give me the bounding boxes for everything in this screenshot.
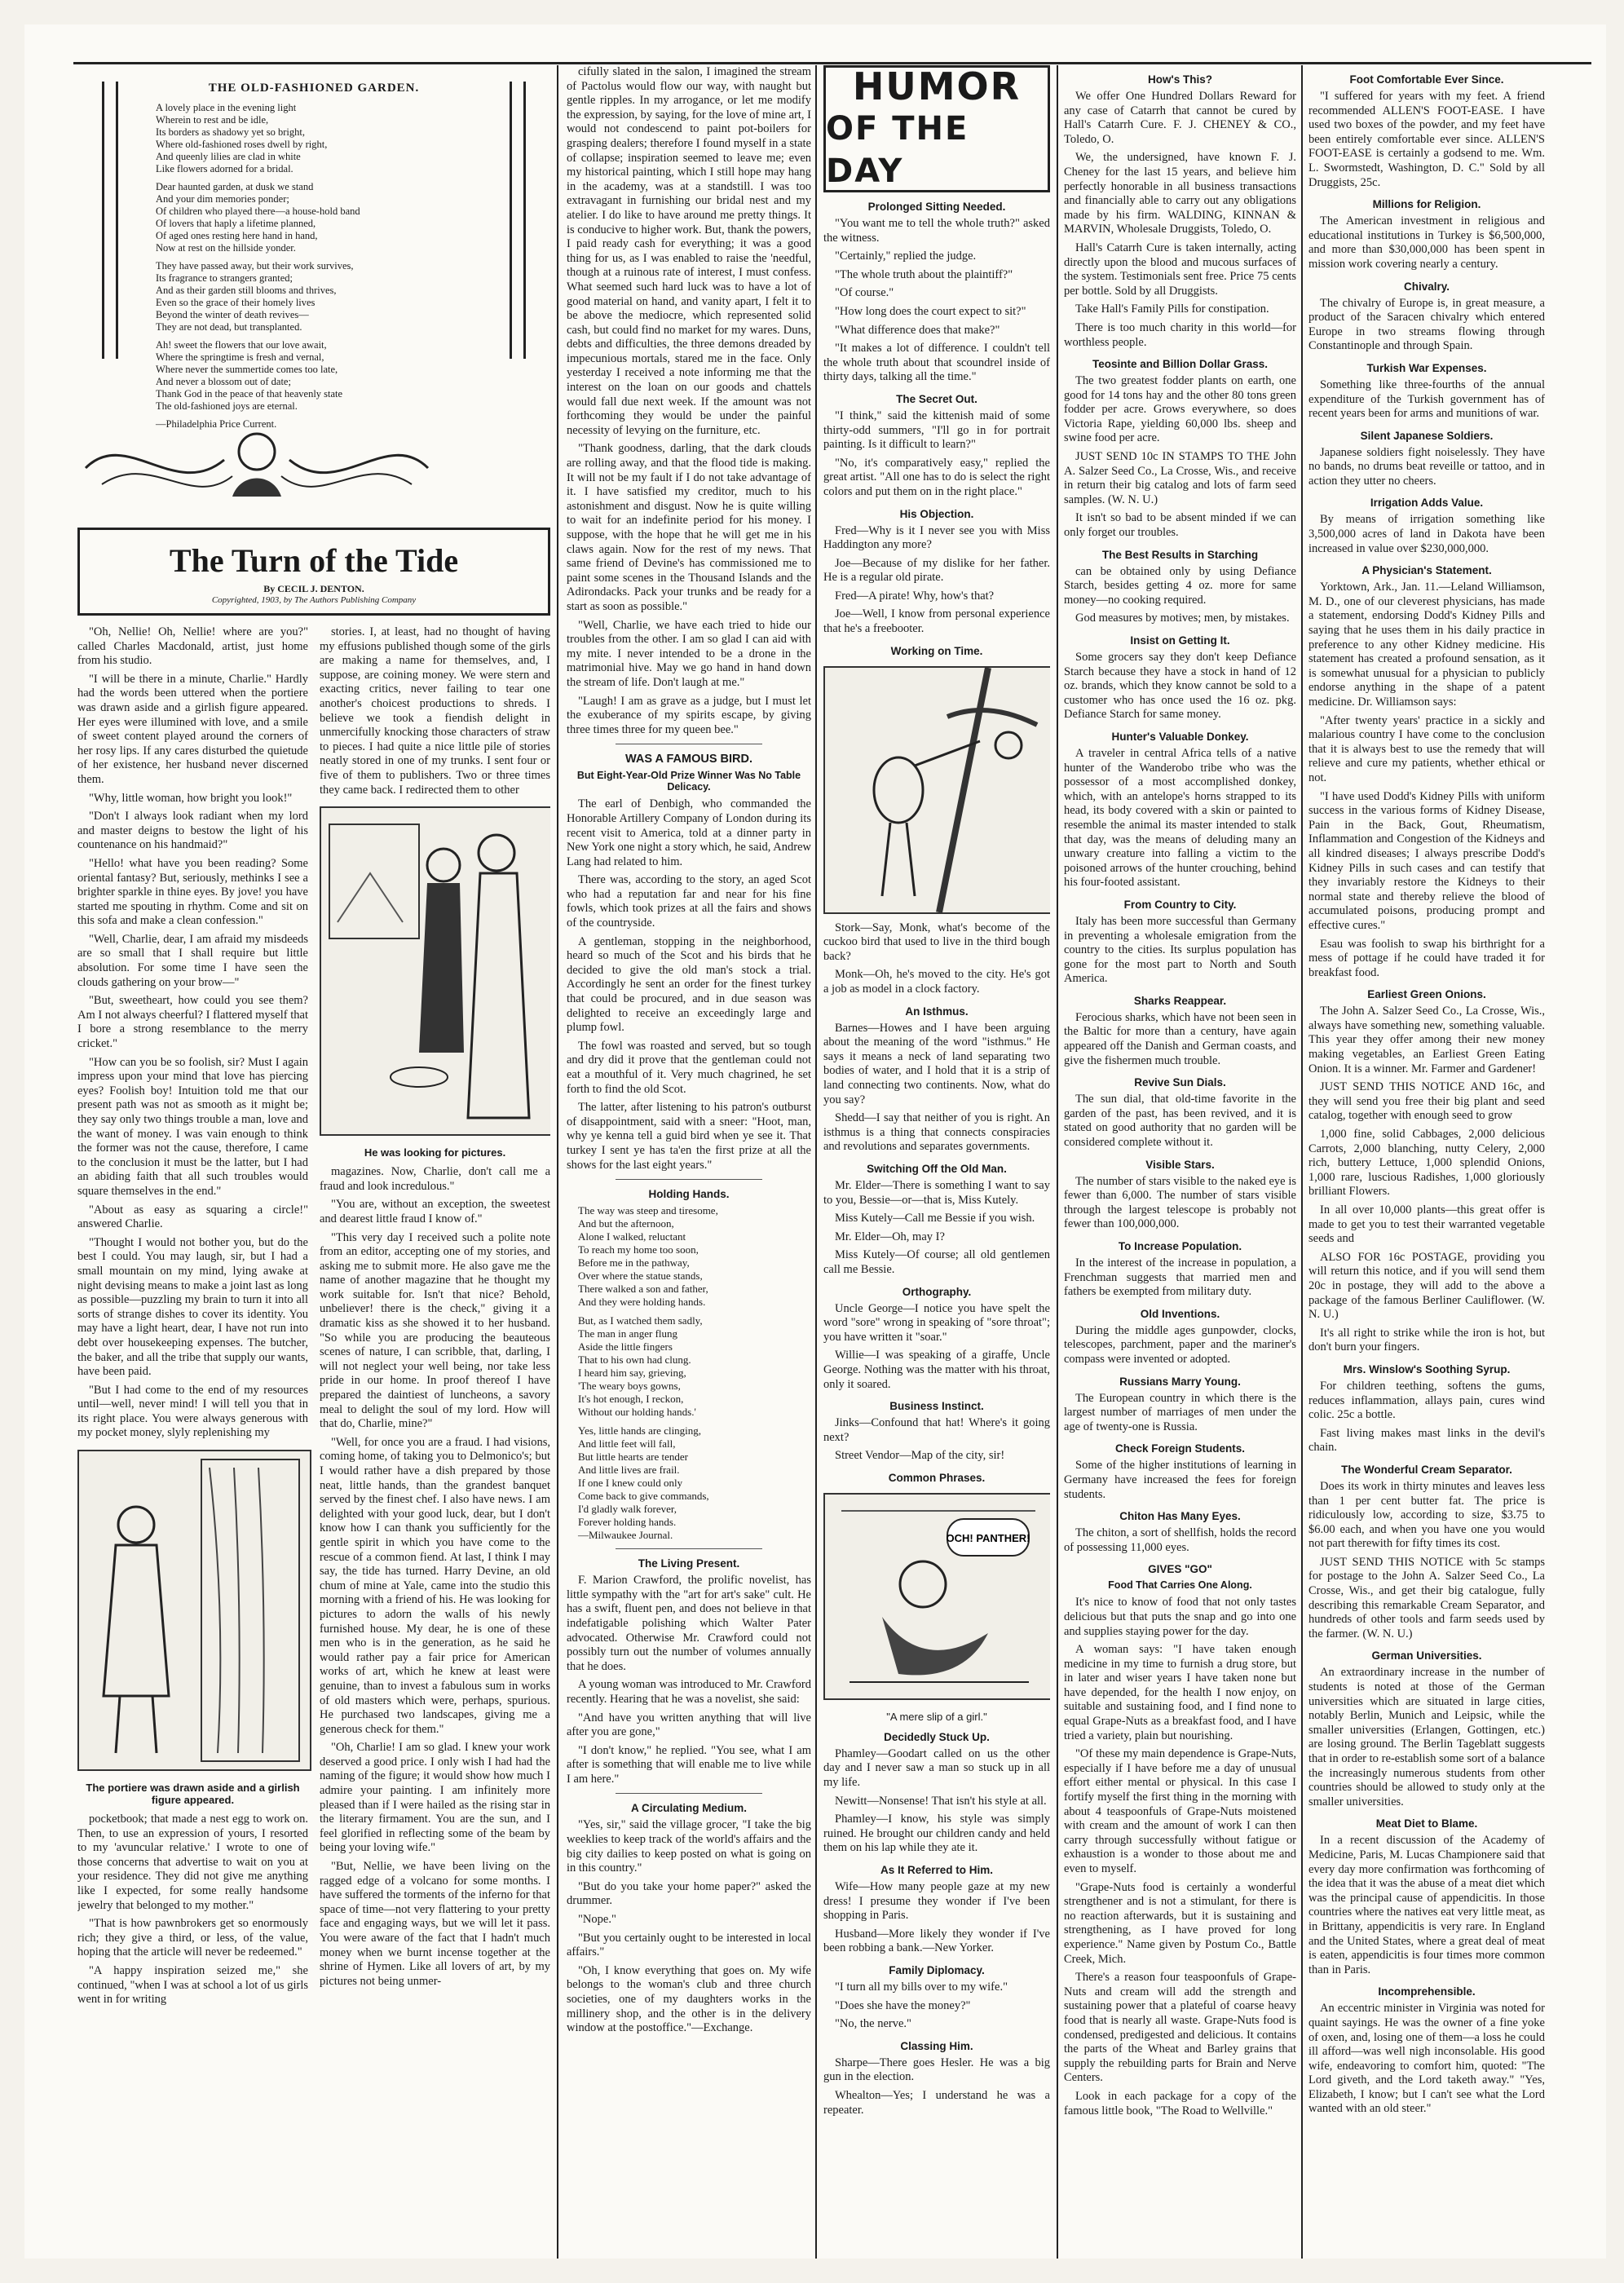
paragraph: During the middle ages gunpowder, clocks, telescopes, parchment, paper and the mariner's compass were invented or adopted.	[1064, 1323, 1296, 1366]
poem-line: The man in anger flung	[578, 1327, 678, 1340]
poem-frame	[86, 65, 542, 430]
paragraph: The American investment in religious and educational institutions in Turkey is $6,500,000, and more than $30,000,000 has been spent in mission work covering nearly a century.	[1308, 214, 1545, 271]
news-heading: The Wonderful Cream Separator.	[1341, 1463, 1512, 1476]
paragraph: Does its work in thirty minutes and leaves less than 1 per cent butter fat. The price is ridiculously low, according to size, $3.75 to $6.00 each, and when you have one you would not part therewith for fifty times its cost.	[1308, 1479, 1545, 1551]
story-paragraph: "But I had come to the end of my resources until—well, never mind! I will tell you that in its right place. You were always generous with my pocket money, slyly replenishing my	[77, 1383, 308, 1440]
poem-line: Before me in the pathway,	[578, 1256, 690, 1270]
paragraph: "Grape-Nuts food is certainly a wonderful strengthener and is not a stimulant, for there is no reaction afterwards, but it is sustaining and strengthening, as I have proved for long experience." Name given by Postum Co., Battle Creek, Mich.	[1064, 1880, 1296, 1966]
separator	[616, 1793, 762, 1794]
poem-line: Dear haunted garden, at dusk we stand	[156, 181, 314, 192]
famous-bird-subheading: But Eight-Year-Old Prize Winner Was No Table Delicacy.	[576, 770, 801, 793]
poem-line: Ah! sweet the flowers that our love await,	[156, 339, 327, 351]
story-title: The Turn of the Tide	[169, 542, 459, 579]
poem-line: Aside the little fingers	[578, 1340, 673, 1353]
story-paragraph: stories. I, at least, had no thought of having my effusions published though some of the girls are making a name for themselves, and, I suppose, are coining money. We were stern and exacting critics, never failing to tear one another's choicest productions to shreds. I believe we took a fiendish delight in unmercifully knocking those characters of straw to pieces. I had quite a nice little pile of stories neatly stored in one of my trunks. I sent four or five of them to publishers. Two or three times they came back. I redirected them to other	[320, 625, 550, 797]
paragraph: Fred—Why is it I never see you with Miss Haddington any more?	[823, 523, 1050, 552]
paragraph: Phamley—Goodart called on us the other day and I never saw a man so stuck up in all my life.	[823, 1746, 1050, 1790]
story-paragraph: "Oh, Nellie! Oh, Nellie! where are you?" called Charles Macdonald, artist, just home from his studio.	[77, 625, 308, 668]
portiere-caption: The portiere was drawn aside and a girlish figure appeared.	[86, 1782, 300, 1807]
paragraph: Some of the higher institutions of learning in Germany have increased the fees for foreign students.	[1064, 1459, 1296, 1501]
news-heading: Chiton Has Many Eyes.	[1119, 1510, 1241, 1523]
paragraph: A gentleman, stopping in the neighborhood, heard so much of the Scot and his birds that he decided to give the old man's stock a trial. Accordingly he sent an order for the finest turkey that could be procured, and in due season was delighted to receive an exceedingly large and plump fowl.	[567, 934, 811, 1035]
story-paragraph: "I will be there in a minute, Charlie." Hardly had the words been uttered when the portiere was drawn aside and a girlish figure appeared. Her eyes were illumined with love, and a smile of sweet content played around the corners of her rosy lips. If any cares disturbed the quietude of her existence, her husband never discerned them.	[77, 672, 308, 786]
poem-line: —Philadelphia Price Current.	[156, 418, 277, 430]
paragraph: Take Hall's Family Pills for constipation.	[1075, 302, 1269, 316]
paragraph: ALSO FOR 16c POSTAGE, providing you will return this notice, and if you will send them 20c in postage, they will add to the above a package of the famous Berliner Cauliflower. (W. N. U.)	[1308, 1250, 1545, 1322]
story-paragraph: "But, sweetheart, how could you see them? Am I not always cheerful? I flattered myself that I bore a strong resemblance to the merry cricket."	[77, 994, 308, 1051]
paragraph: Japanese soldiers fight noiselessly. They have no bands, no drums beat reveille or tattoo, and in action they utter no cheers.	[1308, 445, 1545, 488]
story-paragraph: "A happy inspiration seized me," she continued, "when I was at school a lot of us girls went in for writing	[77, 1964, 308, 2007]
poem-line: Alone I walked, reluctant	[578, 1230, 686, 1243]
paragraph: In the interest of the increase in population, a Frenchman suggests that married men and fathers be exempted from military duty.	[1064, 1256, 1296, 1299]
humor-heading: His Objection.	[899, 507, 974, 520]
poem-line: Its borders as shadowy yet so bright,	[156, 126, 305, 138]
story-paragraph: "Hello! what have you been reading? Some oriental fantasy? But, seriously, methinks I see a brighter sparkle in thine eyes. By jove! you have started me spouting in rhythm. Come and sit on this sofa and make a clean confession."	[77, 856, 308, 928]
slip-cartoon	[823, 1493, 1050, 1700]
story-paragraph: "But, Nellie, we have been living on the ragged edge of a volcano for some months. I have suffered the torments of the inferno for that space of time—not very flattering to your pretty face and engaging ways, but we will let it pass. You were aware of the fact that I hadn't much money when we burnt incense together at the shrine of Hymen. Like all lovers of art, by my pictures not being unmer-	[320, 1860, 550, 1988]
humor-heading: Prolonged Sitting Needed.	[867, 201, 1006, 213]
paragraph: "I turn all my bills over to my wife."	[835, 1981, 1008, 1994]
paragraph: The earl of Denbigh, who commanded the Honorable Artillery Company of London during its recent visit to America, told at a dinner party in New York one night a story which, he said, Andrew Lang had related to him.	[567, 797, 811, 868]
poem-line: Yes, little hands are clinging,	[578, 1424, 702, 1437]
poem-line: And little feet will fall,	[578, 1437, 676, 1451]
poem-line: And your dim memories ponder;	[156, 193, 289, 205]
paragraph: Fast living makes mast links in the devil's chain.	[1308, 1426, 1545, 1455]
paragraph: Fred—A pirate! Why, how's that?	[835, 589, 995, 603]
story-paragraph: "Well, Charlie, dear, I am afraid my misdeeds are so small that I shall require but little absolution. For some time I have seen the clouds gathering on your brow—"	[77, 932, 308, 989]
story-column	[77, 65, 550, 2259]
poem-line: And little lives are frail.	[578, 1464, 680, 1477]
news-heading: A Physician's Statement.	[1361, 564, 1492, 577]
paragraph: Hall's Catarrh Cure is taken internally, acting directly upon the blood and mucous surfaces of the system. Testimonials sent free. Price 75 cents per bottle. Sold by all Druggists.	[1064, 241, 1296, 298]
paragraph: "Certainly," replied the judge.	[835, 249, 977, 263]
poem-line: A lovely place in the evening light	[156, 102, 297, 113]
poem-line: I'd gladly walk forever,	[578, 1503, 677, 1516]
news-heading: Russians Marry Young.	[1119, 1375, 1241, 1388]
news-heading: Irrigation Adds Value.	[1370, 497, 1484, 510]
poem-line: The way was steep and tiresome,	[578, 1204, 718, 1217]
paragraph: Esau was foolish to swap his birthright for a mess of pottage if he could have traded it for breakfast food.	[1308, 937, 1545, 979]
paragraph: It's nice to know of food that not only tastes delicious but that puts the snap and go into one and supplies staying power for the day.	[1064, 1596, 1296, 1638]
poem-line: Of children who played there—a house-hold band	[156, 205, 360, 217]
poem-line: But, as I watched them sadly,	[578, 1314, 703, 1327]
humor-heading: Classing Him.	[900, 2039, 973, 2052]
story-paragraph: "Don't I always look radiant when my lord and master deigns to bestow the light of his countenance on his handmaid?"	[77, 810, 308, 852]
poem-line: Now at rest on the hillside yonder.	[156, 242, 296, 254]
story-paragraph: "How can you be so foolish, sir? Must I again impress upon your mind that love has piercing eyes? Foolish boy! Intuition told me that our present path was not as smooth as it might be; they say only two things trouble a man, love and the want of money. I was vain enough to think the former was not the cause, therefore, I came to the conclusion it must be the latter, but I had an abiding faith that all such troubles would square themselves in the end."	[77, 1055, 308, 1198]
stork-monk-cartoon	[823, 666, 1050, 914]
story-paragraph: "You are, without an exception, the sweetest and dearest little fraud I know of."	[320, 1198, 550, 1225]
humor-title-line1: HUMOR	[852, 65, 1022, 108]
speech-bubble: OCH! PANTHER!	[946, 1531, 1030, 1544]
humor-heading: Family Diplomacy.	[889, 1964, 985, 1976]
column-four	[1064, 65, 1296, 2259]
poem-line: Where the springtime is fresh and vernal,	[156, 351, 324, 363]
paragraph: JUST SEND THIS NOTICE AND 16c, and they will send you free their big plant and seed catalog, together with enough seed to grow	[1308, 1080, 1545, 1123]
news-heading: Check Foreign Students.	[1114, 1442, 1246, 1455]
frame-pillar	[102, 82, 118, 359]
poem-line: Wherein to rest and be idle,	[156, 114, 269, 126]
portiere-illustration	[77, 1450, 311, 1771]
column-two	[567, 65, 811, 2259]
poem-line: I heard him say, grieving,	[578, 1367, 686, 1380]
paragraph: "Oh, I know everything that goes on. My wife belongs to the woman's club and three church societies, one of my daughters works in the millinery shop, and the other is in the delivery window at the postoffice."—Exchange.	[567, 1963, 811, 2035]
paragraph: God measures by motives; men, by mistakes.	[1075, 612, 1290, 625]
paragraph: A woman says: "I have taken enough medicine in my time to furnish a drug store, but in later and wiser years I have taken none but have depended, for the health I now enjoy, on suitable and sustaining food, and I find none to equal Grape-Nuts as a breakfast food, and I have tried a variety, plain but nourishing.	[1064, 1643, 1296, 1742]
paragraph: "But do you take your home paper?" asked the drummer.	[567, 1879, 811, 1908]
paragraph: 1,000 fine, solid Cabbages, 2,000 delicious Carrots, 2,000 blanching, nutty Celery, 2,000 rich, buttery Lettuce, 1,000 splendid Onions, 1,000 rare, luscious Radishes, 1,000 gloriously brilliant Flowers.	[1308, 1128, 1545, 1199]
column-rule	[1057, 65, 1058, 2259]
poem-line: The old-fashioned joys are eternal.	[156, 400, 298, 412]
paragraph: It isn't so bad to be absent minded if we can only forget our troubles.	[1064, 511, 1296, 540]
column-five	[1308, 65, 1545, 2259]
paragraph: "No, the nerve."	[835, 2017, 911, 2031]
poem-line: Even so the grace of their homely lives	[156, 297, 316, 308]
paragraph: Sharpe—There goes Hesler. He was a big gun in the election.	[823, 2056, 1050, 2084]
circulating-medium-heading: A Circulating Medium.	[630, 1802, 747, 1815]
column-rule	[557, 65, 558, 2259]
poem-line: There walked a son and father,	[578, 1283, 708, 1296]
paragraph: Willie—I was speaking of a giraffe, Uncle George. Nothing was the matter with his throat, only it soared.	[823, 1349, 1050, 1391]
humor-heading: Orthography.	[902, 1285, 972, 1298]
holding-hands-heading: Holding Hands.	[648, 1188, 730, 1201]
news-heading: Revive Sun Dials.	[1134, 1076, 1226, 1089]
paragraph: Uncle George—I notice you have spelt the word "sore" wrong in speaking of "sore throat"; you have written it "soar."	[823, 1301, 1050, 1344]
paragraph: There is too much charity in this world—for worthless people.	[1064, 320, 1296, 349]
poem-line: And they were holding hands.	[578, 1296, 706, 1309]
paragraph: Phamley—I know, his style was simply ruined. He brought our children candy and held them on his lap while they ate it.	[823, 1813, 1050, 1855]
cartoon-caption-monk: Monk—Oh, he's moved to the city. He's got a job as model in a clock factory.	[823, 968, 1050, 996]
pictures-caption: He was looking for pictures.	[364, 1146, 506, 1159]
story-paragraph: "Why, little woman, how bright you look!"	[89, 791, 293, 805]
news-heading: Insist on Getting It.	[1130, 634, 1230, 647]
story-copyright: Copyrighted, 1903, by The Authors Publishing Company	[211, 595, 417, 605]
paragraph: In a recent discussion of the Academy of Medicine, Paris, M. Lucas Championere said that every day more confirmation was forthcoming of the idea that it was the abuse of a meat diet which was the principal cause of appendicitis. In those countries where the natives eat very little meat, as in Brittany, appendicitis is very rare. In England and the United States, where a great deal of meat is eaten, appendicitis is four times more common than in Paris.	[1308, 1834, 1545, 1976]
poem-line: 'The weary boys gowns,	[578, 1380, 681, 1393]
paragraph: "I suffered for years with my feet. A friend recommended ALLEN'S FOOT-EASE. I have used two boxes of the powder, and my feet have been entirely comfortable ever since. ALLEN'S FOOT-EASE is certainly a godsend to me. Wm. L. Swormstedt, Washington, D. C." Sold by all Druggists, 25c.	[1308, 90, 1545, 189]
paragraph: "After twenty years' practice in a sickly and malarious country I have come to the conclusion that it is always best to use the remedy that will relieve and cure my patients, whether ethical or not.	[1308, 713, 1545, 784]
ornament-illustration	[77, 419, 436, 509]
humor-heading: Switching Off the Old Man.	[867, 1162, 1007, 1175]
column-rule	[815, 65, 817, 2259]
paragraph: "Thank goodness, darling, that the dark clouds are rolling away, and that the flood tide is making. It will not be my fault if I do not take advantage of it. I have satisfied my creditor, much to his astonishment and disgust. Now he is quite willing to wait for an indefinite period for his money. I suppose, with the hope that he will get me in his claws again. Now for the rest of my news. That same friend of Devine's has commissioned me to paint some scenes in the Thousand Islands and the Adirondacks. Pack your trunks and be ready for a start as soon as possible."	[567, 442, 811, 613]
paragraph: An eccentric minister in Virginia was noted for quaint sayings. He was the owner of a fine yoke of oxen, and, losing one of them—a loss he could ill afford—was well nigh inconsolable. His good wife, endeavoring to comfort him, quoted: "The Lord giveth, and the Lord taketh away." "Yes, Elizabeth, I know; but I can't see what the Lord wanted with an old steer."	[1308, 2002, 1545, 2116]
paragraph: JUST SEND 10c IN STAMPS TO THE John A. Salzer Seed Co., La Crosse, Wis., and receive in return their big catalog and lots of farm seed samples. (W. N. U.)	[1064, 450, 1296, 506]
news-heading: From Country to City.	[1123, 898, 1237, 911]
top-rule	[73, 62, 1591, 64]
paragraph: "Of course."	[835, 286, 894, 300]
paragraph: Jinks—Confound that hat! Where's it going next?	[823, 1416, 1050, 1444]
story-byline: By CECIL J. DENTON.	[263, 583, 364, 594]
story-paragraph: "That is how pawnbrokers get so enormously rich; they give a third, or less, of the value, hoping that the article will never be redeemed."	[77, 1917, 308, 1959]
paragraph: Look in each package for a copy of the famous little book, "The Road to Wellville."	[1064, 2089, 1296, 2117]
news-heading: Millions for Religion.	[1372, 198, 1481, 211]
paragraph: "Well, Charlie, we have each tried to hide our troubles from the other. I am so glad I can aid with my mite. I never intended to be a drone in the matrimonial hive. May we go hand in hand down the stream of life. Don't laugh at me."	[567, 618, 811, 689]
famous-bird-heading: WAS A FAMOUS BIRD.	[624, 753, 752, 766]
poem-line: Forever holding hands.	[578, 1516, 677, 1529]
news-heading: German Universities.	[1371, 1649, 1482, 1663]
story-paragraph: "Well, for once you are a fraud. I had visions, coming home, of taking you to Delmonico's; but I would rather have a dish prepared by those neat, little hands, than the grandest banquet served by the finest chef. I also have news. I am delighted with your good luck, dear, but I don't know how I can thank you sufficiently for the gentle spirit in which you have come to the rescue of a common fiend. At last, I think I may say, the tide has turned. Harry Devine, an old chum of mine at Yale, came into the studio this morning with a friend of his. He was looking for pictures to adorn the walls of his newly furnished house. My dear, he is one of these men who is in the generation, as he said he would rather pay a fair price for American works of art, which he knew at least were genuine, than to invest a fabulous sum in works of old masters which were, perhaps, spurious. He purchased two landscapes, giving me a generous check for them."	[320, 1435, 550, 1736]
paragraph: "Yes, sir," said the village grocer, "I take the big weeklies to keep track of the world's affairs and the big city dailies to keep posted on what is going on in this country."	[567, 1818, 811, 1875]
paragraph: The chiton, a sort of shellfish, holds the record of possessing 11,000 eyes.	[1064, 1526, 1296, 1554]
paragraph: In all over 10,000 plants—this great offer is made to get you to test their warranted vegetable seeds and	[1308, 1203, 1545, 1246]
poem-line: Come back to give commands,	[578, 1490, 709, 1503]
paragraph: Shedd—I say that neither of you is right. An isthmus is a thing that connects conspiracies and revolutions and separates governments.	[823, 1111, 1050, 1154]
story-paragraph: "About as easy as squaring a circle!" answered Charlie.	[77, 1203, 308, 1231]
paragraph: "I think," said the kittenish maid of some thirty-odd summers, "I'll go in for portrait painting. Is it difficult to learn?"	[823, 408, 1050, 452]
paragraph: There was, according to the story, an aged Scot who had a reputation far and near for his fine fowls, which took prizes at all the fairs and shows of the countryside.	[567, 873, 811, 930]
story-paragraph: "This very day I received such a polite note from an editor, accepting one of my stories, and asking me to submit more. He also gave me the name of another magazine that he thought my work suitable for. Isn't that nice? Behold, unbeliever! there is the check," giving it a dramatic kiss as she showed it to her husband. "So while you are producing the beauteous scenes of nature, I can scribble, that, darling, I will not neglect your well being, nor take less pride in our home. In proof thereof I have prepared the daintiest of luncheons, a savory meal to delight the soul of my lord. How will that do, Charlie, mine?"	[320, 1230, 550, 1431]
separator	[616, 1548, 762, 1549]
news-heading: Hunter's Valuable Donkey.	[1111, 730, 1249, 743]
paragraph: Street Vendor—Map of the city, sir!	[835, 1449, 1005, 1463]
news-heading: Teosinte and Billion Dollar Grass.	[1092, 358, 1269, 371]
section-subheading: Food That Carries One Along.	[1108, 1579, 1252, 1592]
paragraph: Mr. Elder—Oh, may I?	[835, 1230, 945, 1243]
paragraph: Ferocious sharks, which have not been seen in the Baltic for more than a century, have again appeared off the Danish and German coasts, and give the fishermen much trouble.	[1064, 1010, 1296, 1067]
pictures-illustration	[320, 806, 550, 1136]
poem-line: It's hot enough, I reckon,	[578, 1393, 684, 1406]
paragraph: "It makes a lot of difference. I couldn't tell the whole truth about that scoundrel inside of thirty days, talking all the time."	[823, 342, 1050, 384]
holding-hands-poem	[567, 1204, 811, 1542]
poem-line: Over where the statue stands,	[578, 1270, 703, 1283]
paragraph: Miss Kutely—Of course; all old gentlemen call me Bessie.	[823, 1248, 1050, 1276]
paragraph: Mr. Elder—There is something I want to say to you, Bessie—or—that is, Miss Kutely.	[823, 1178, 1050, 1207]
paragraph: "You want me to tell the whole truth?" asked the witness.	[823, 217, 1050, 245]
paragraph: "I don't know," he replied. "You see, what I am after is something that will enable me to live while I am here."	[567, 1743, 811, 1786]
poem-line: To reach my home too soon,	[578, 1243, 699, 1256]
paragraph: The number of stars visible to the naked eye is fewer than 6,000. The number of stars visible through the largest telescope is probably not fewer than 100,000,000.	[1064, 1174, 1296, 1231]
paragraph: "No, it's comparatively easy," replied the great artist. "All one has to do is select the right colors and put them on in the right place."	[823, 456, 1050, 498]
poem-line: Where old-fashioned roses dwell by right,	[156, 139, 328, 150]
poem-line: Like flowers adorned for a bridal.	[156, 163, 293, 174]
paragraph: A traveler in central Africa tells of a native hunter of the Wanderobo tribe who was the possessor of a most accomplished donkey, which, with an antelope's horns strapped to its head, its body covered with a skin or painted to resemble the animal its master intended to stalk that day, was the means of deluding many an unwary creature into falling a victim to the poisoned arrows of the hunter crouching, behind his four-footed assistant.	[1064, 746, 1296, 890]
poem-body	[151, 102, 477, 431]
poem-line: —Milwaukee Journal.	[578, 1529, 673, 1542]
news-heading: Chivalry.	[1403, 280, 1450, 293]
news-heading: Mrs. Winslow's Soothing Syrup.	[1343, 1362, 1511, 1376]
poem-line: But little hearts are tender	[578, 1451, 689, 1464]
story-left-column	[77, 625, 308, 2011]
news-heading: Foot Comfortable Ever Since.	[1349, 73, 1504, 86]
paragraph: "But you certainly ought to be interested in local affairs."	[567, 1931, 811, 1959]
humor-heading: Common Phrases.	[888, 1471, 986, 1484]
paragraph: The fowl was roasted and served, but so tough and dry did it prove that the gentleman could not eat a mouthful of it. Very much chagrined, he set forth to find the old Scot.	[567, 1039, 811, 1096]
paragraph: Something like three-fourths of the annual expenditure of the Turkish government has of recent years been for arms and munitions of war.	[1308, 378, 1545, 421]
paragraph: "What difference does that make?"	[835, 323, 1000, 337]
living-present-heading: The Living Present.	[638, 1557, 740, 1570]
poem-line: They have passed away, but their work survives,	[156, 260, 354, 272]
news-heading: To Increase Population.	[1118, 1240, 1242, 1252]
paragraph: "Of these my main dependence is Grape-Nuts, especially if I have before me a day of unusual effort either mental or physical. In this case I fortify myself the first thing in the morning with about 4 teaspoonfuls of Grape-Nuts moistened with cream and the amount of work I can then carry through successfully without fatigue or exhaustion is a wonder to those about me and even to myself.	[1064, 1747, 1296, 1875]
poem-line: And never a blossom out of date;	[156, 376, 291, 387]
poem-line: Beyond the winter of death revives—	[156, 309, 309, 320]
news-heading: Incomprehensible.	[1378, 1985, 1476, 1998]
paragraph: Whealton—Yes; I understand he was a repeater.	[823, 2088, 1050, 2117]
paragraph: Barnes—Howes and I have been arguing about the meaning of the word "isthmus." He says it means a neck of land separating two bodies of water, and I hold that it is a strip of land connecting two continents. Now, what do you say?	[823, 1021, 1050, 1106]
paragraph: By means of irrigation something like 3,500,000 acres of land in Dakota have been increased in value over $230,000,000.	[1308, 513, 1545, 555]
paragraph: Yorktown, Ark., Jan. 11.—Leland Williamson, M. D., one of our cleverest physicians, has made a statement, endorsing Dodd's Kidney Pills and saying that he uses them in his daily practice in preference to any other Kidney medicine. His statement has created a profound sensation, as it is somewhat unusual for a physician to publicly endorse anything in the shape of a patent medicine. Dr. Williamson says:	[1308, 581, 1545, 709]
paragraph: The John A. Salzer Seed Co., La Crosse, Wis., always have something new, something valuable. This year they offer among their new money making vegetables, an Earliest Green Eating Onion. It is a winner. Mr. Farmer and Gardener!	[1308, 1005, 1545, 1075]
humor-heading: The Secret Out.	[896, 392, 977, 405]
humor-heading: An Isthmus.	[905, 1005, 969, 1018]
poem-line: Without our holding hands.'	[578, 1406, 696, 1419]
story-paragraph: "Oh, Charlie! I am so glad. I knew your work deserved a good price. I only wish I had had the naming of the figure; it would show how much I admire your painting. I am infinitely more pleased than if I were hailed as the rising star in the literary firmament. You are the sun, and I feel glorified in reflecting some of the beam by being your loving wife."	[320, 1741, 550, 1855]
paragraph: "The whole truth about the plaintiff?"	[835, 267, 1013, 281]
poem-line: Thank God in the peace of that heavenly state	[156, 388, 343, 400]
paragraph: "I have used Dodd's Kidney Pills with uniform success in the various forms of Kidney Disease, Pain in the Back, Gout, Rheumatism, Inflammation and Congestion of the Kidneys and all kindred diseases; I always prescribe Dodd's Kidney Pills in such cases and can testify that they invariably restore the Kidneys to their normal state and thereby relieve the blood of accumulated poisons, producing prompt and effective cures."	[1308, 789, 1545, 932]
paragraph: An extraordinary increase in the number of students is noted at those of the German universities which are situated in large cities, notably Berlin, Munich and Leipsic, while the smaller universities (Erlangen, Gottingen, etc.) are losing ground. The Berlin Tageblatt suggests that in order to re-establish some sort of a balance the increasingly numerous students from other countries should be allowed to study only at the smaller universities.	[1308, 1666, 1545, 1808]
poem-title: THE OLD-FASHIONED GARDEN.	[208, 82, 420, 95]
humor-heading: Business Instinct.	[889, 1400, 984, 1413]
paragraph: Newitt—Nonsense! That isn't his style at all.	[835, 1794, 1047, 1808]
poem-line: And queenly lilies are clad in white	[156, 151, 301, 162]
paragraph: cifully slated in the salon, I imagined the stream of Pactolus would flow our way, with naught but gentle ripples. In my arrogance, or let me modify the expression, by saying, for the love of mine art, I would not condescend to paint pot-boilers for grasping dealers; therefore I found myself in a state of collapse; inspiration seemed to leave me; even my historical painting, which I still hope may hang in the academy, was at a standstill. I was too extravagant in furnishing our bridal nest and my atelier. I do like to have around me pretty things. It is conducive to higher work. But, thank the powers, I paid ready cash for everything; it was a good thing for us, as I was enabled to raise the 'needful, though at a ruinous rate of interest, I must confess. What seemed such hard luck was to have a lot of good material on hand, and vanity apart, I felt it to be above the mediocre, which represented solid cash, but could find no market for my wares. Duns, debts and difficulties, the three demons dreaded by impecunious mortals, stared me in the face. Only yesterday I received a note informing me that the interest on the loan on our goods and chattels would fall due next week. If the amount was not forthcoming they would be under the painful necessity of levying on the furniture, etc.	[567, 65, 811, 437]
paragraph: The chivalry of Europe is, in great measure, a product of the Saracen chivalry which entered Europe in two streams flowing through Constantinople and through Spain.	[1308, 296, 1545, 353]
paragraph: Miss Kutely—Call me Bessie if you wish.	[835, 1212, 1035, 1225]
paragraph: JUST SEND THIS NOTICE with 5c stamps for postage to the John A. Salzer Seed Co., La Crosse, Wis., and get their big catalogue, fully describing this remarkable Cream Separator, and hundreds of other tools and farm seeds used by the farmer. (W. N. U.)	[1308, 1555, 1545, 1640]
frame-pillar	[510, 82, 526, 359]
news-heading: Silent Japanese Soldiers.	[1360, 429, 1494, 442]
paragraph: "Nope."	[578, 1913, 616, 1927]
paragraph: A young woman was introduced to Mr. Crawford recently. Hearing that he was a novelist, she said:	[567, 1678, 811, 1706]
paragraph: We offer One Hundred Dollars Reward for any case of Catarrh that cannot be cured by Hall's Catarrh Cure. F. J. CHENEY & CO., Toledo, O.	[1064, 90, 1296, 146]
humor-column	[823, 65, 1050, 2259]
paragraph: "Does she have the money?"	[835, 1998, 971, 2012]
story-title-box	[77, 528, 550, 616]
news-heading: The Best Results in Starching	[1101, 548, 1259, 561]
paragraph: The European country in which there is the largest number of marriages of men under the age of twenty-one is Russia.	[1064, 1391, 1296, 1433]
paragraph: can be obtained only by using Defiance Starch, besides getting 4 oz. more for same money—no cooking required.	[1064, 564, 1296, 607]
humor-title-line2: OF THE DAY	[826, 110, 969, 190]
poem-line: Of aged ones resting here hand in hand,	[156, 230, 318, 241]
paragraph: For children teething, softens the gums, reduces inflammation, allays pain, cures wind colic. 25c a bottle.	[1308, 1379, 1545, 1422]
paragraph: The latter, after listening to his patron's outburst of disappointment, said with a sneer: "Hoot, man, why ye kenna tell a guid bird when ye see it. That turkey I sent ye has ta'en the first prize at all the shows for the last eight years."	[567, 1101, 811, 1172]
humor-masthead	[823, 65, 1050, 192]
story-paragraph: "Thought I would not bother you, but do the best I could. You may laugh, sir, but I had a small mountain on my mind, lying awake at night devising means to make a joint last as long as possible—puzzling my brain to turn it into all sorts of strange dishes to cover its identity. You may have a light heart, dear, I have not run into debt over housekeeping expenses. The butcher, the baker, and all the tribe that supply our wants, have been paid.	[77, 1235, 308, 1379]
news-heading: How's This?	[1148, 73, 1212, 86]
separator	[616, 1179, 762, 1180]
news-heading: GIVES "GO"	[1148, 1563, 1212, 1576]
paragraph: "And have you written anything that will live after you are gone,"	[567, 1711, 811, 1739]
story-right-column	[320, 625, 550, 2011]
paragraph: "Laugh! I am as grave as a judge, but I must let the exuberance of my spirits escape, by giving three times three for my queen bee."	[567, 694, 811, 736]
paragraph: Husband—More likely they wonder if I've been robbing a bank.—New Yorker.	[823, 1927, 1050, 1955]
paragraph: There's a reason four teaspoonfuls of Grape-Nuts and cream will add the strength and sustaining power that a plateful of coarse heavy food that is nearly all waste. Grape-Nuts food is condensed, predigested and delicious. It contains the parts of the Wheat and Barley grains that supply the rebuilding parts for Brain and Nerve Centers.	[1064, 1971, 1296, 2085]
humor-heading: Working on Time.	[890, 644, 983, 657]
paragraph: Some grocers say they don't keep Defiance Starch because they have a stock in hand of 12 oz. brands, which they know cannot be sold to a customer who has once used the 16 oz. pkg. Defiance Starch for same money.	[1064, 651, 1296, 722]
humor-heading: Decidedly Stuck Up.	[884, 1730, 990, 1743]
news-heading: Turkish War Expenses.	[1366, 361, 1487, 374]
poem-line: They are not dead, but transplanted.	[156, 321, 302, 333]
story-paragraph: pocketbook; that made a nest egg to work on. Then, to use an expression of yours, I resorted to my 'avuncular relative.' I wrote to one of those concerns that advertise to wait on you at your residence. They did not give me anything like I expected, for some really handsome jewelry that belonged to my mother."	[77, 1813, 308, 1912]
news-heading: Meat Diet to Blame.	[1375, 1817, 1478, 1830]
news-heading: Visible Stars.	[1145, 1158, 1215, 1171]
column-rule	[1301, 65, 1303, 2259]
poem-line: Of lovers that haply a lifetime planned,	[156, 218, 316, 229]
paragraph: The two greatest fodder plants on earth, one good for 14 tons hay and the other 80 tons green fodder per acre. Grows everywhere, so does Victoria Rape, yielding 60,000 lbs. sheep and swine food per acre.	[1064, 374, 1296, 445]
poem-line: If one I knew could only	[578, 1477, 683, 1490]
slip-caption: "A mere slip of a girl."	[886, 1710, 987, 1723]
news-heading: Old Inventions.	[1140, 1307, 1220, 1320]
poem-line: And as their garden still blooms and thrives,	[156, 285, 337, 296]
paragraph: "How long does the court expect to sit?"	[835, 304, 1026, 318]
poem-line: That to his own had clung.	[578, 1353, 691, 1367]
cartoon-caption-stork: Stork—Say, Monk, what's become of the cuckoo bird that used to live in the third bough back?	[823, 921, 1050, 963]
news-heading: Earliest Green Onions.	[1367, 988, 1486, 1001]
paragraph: Joe—Because of my dislike for her father. He is a regular old pirate.	[823, 556, 1050, 585]
poem-line: Its fragrance to strangers granted;	[156, 272, 293, 284]
news-heading: Sharks Reappear.	[1133, 994, 1227, 1007]
paragraph: Joe—Well, I know from personal experience that he's a freebooter.	[823, 607, 1050, 636]
humor-heading: As It Referred to Him.	[880, 1864, 994, 1877]
paragraph: Italy has been more successful than Germany in preventing a wholesale emigration from the country to the cities. Its surplus population has gone for the most part to North and South America.	[1064, 914, 1296, 986]
paragraph: F. Marion Crawford, the prolific novelist, has little sympathy with the "art for art's sake" cult. He has a swift, fluent pen, and does not believe in that indefatigable polishing which Walter Pater advocated. Otherwise Mr. Crawford could not possibly turn out the number of volumes annually that he does.	[567, 1574, 811, 1673]
paragraph: We, the undersigned, have known F. J. Cheney for the last 15 years, and believe him perfectly honorable in all business transactions and financially able to carry out any obligations made by his firm. WALDING, KINNAN & MARVIN, Wholesale Druggists, Toledo, O.	[1064, 151, 1296, 236]
paragraph: The sun dial, that old-time favorite in the garden of the past, has been revived, and it is stated on good authority that no garden will be considered complete without it.	[1064, 1093, 1296, 1150]
poem-line: Where never the summertide comes too late,	[156, 364, 338, 375]
paragraph: It's all right to strike while the iron is hot, but don't burn your fingers.	[1308, 1326, 1545, 1354]
paragraph: Wife—How many people gaze at my new dress! I presume they wonder if I've been shopping in Paris.	[823, 1880, 1050, 1923]
story-paragraph: magazines. Now, Charlie, don't call me a fraud and look incredulous."	[320, 1165, 550, 1193]
poem-line: And but the afternoon,	[578, 1217, 674, 1230]
